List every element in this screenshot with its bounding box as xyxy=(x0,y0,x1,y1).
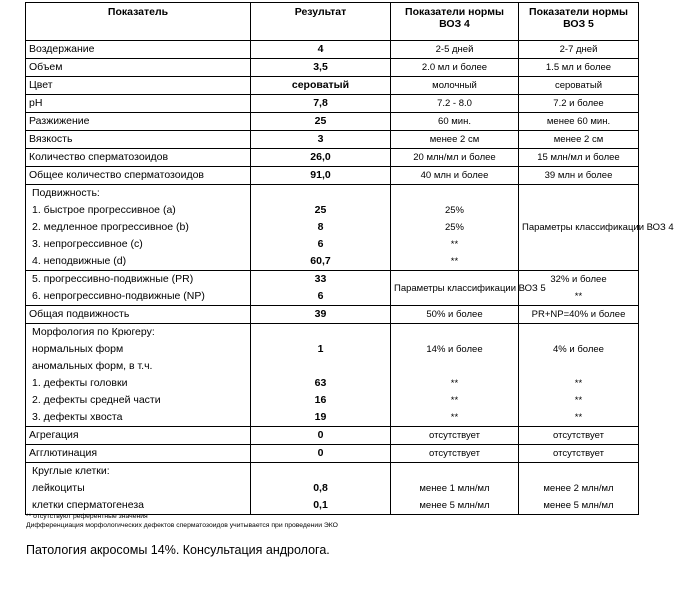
motility-who4-a: 25% xyxy=(444,205,464,216)
morphology-who5 xyxy=(519,324,639,427)
row-who4: отсутствует xyxy=(391,427,519,445)
motility-who4-b: 25% xyxy=(444,222,464,233)
round-cells-block xyxy=(26,463,639,515)
row-name: Вязкость xyxy=(26,131,251,149)
row-name: Объем xyxy=(26,59,251,77)
row-who5: менее 2 см xyxy=(519,131,639,149)
morphology-defect-mid-value: 16 xyxy=(314,394,327,406)
morphology-normal: нормальных форм xyxy=(32,343,124,355)
table-header-row xyxy=(26,3,639,41)
row-who4: молочный xyxy=(391,77,519,95)
motility-value-np: 6 xyxy=(317,290,324,302)
header-result: Результат xyxy=(251,3,391,41)
motility-values-2 xyxy=(251,271,391,306)
morphology-defect-tail: 3. дефекты хвоста xyxy=(32,411,123,423)
motility-block xyxy=(26,185,639,271)
round-cells-leukocytes: лейкоциты xyxy=(32,482,85,494)
motility-value-c: 6 xyxy=(317,238,324,250)
morphology-head-who5: ** xyxy=(574,378,583,389)
table-row xyxy=(26,306,639,324)
round-cells-spermatogenesis-who4: менее 5 млн/мл xyxy=(419,500,490,511)
motility-block-2 xyxy=(26,271,639,306)
conclusion-text: Патология акросомы 14%. Консультация андролога. xyxy=(26,543,330,557)
table-row xyxy=(26,77,639,95)
round-cells-title: Круглые клетки: xyxy=(32,465,110,477)
row-who5: 7.2 и более xyxy=(519,95,639,113)
motility-value-pr: 33 xyxy=(314,273,327,285)
motility-item-a: 1. быстрое прогрессивное (a) xyxy=(32,204,176,216)
table-row xyxy=(26,445,639,463)
round-cells-leukocytes-who4: менее 1 млн/мл xyxy=(419,483,490,494)
morphology-defect-head-value: 63 xyxy=(314,377,327,389)
morphology-values xyxy=(251,324,391,427)
row-value: 0 xyxy=(251,427,391,445)
table-row xyxy=(26,113,639,131)
row-name: Воздержание xyxy=(26,41,251,59)
row-who4: 7.2 - 8.0 xyxy=(391,95,519,113)
morphology-mid-who4: ** xyxy=(450,395,459,406)
header-who4: Показатели нормы ВОЗ 4 xyxy=(391,3,519,41)
row-value: 0 xyxy=(251,445,391,463)
motility-who4-c: ** xyxy=(450,239,459,250)
row-who5: 39 млн и более xyxy=(519,167,639,185)
row-who5: отсутствует xyxy=(519,427,639,445)
motility-item-d: 4. неподвижные (d) xyxy=(32,255,127,267)
row-who4: 50% и более xyxy=(391,306,519,324)
round-cells-values xyxy=(251,463,391,515)
morphology-defect-mid: 2. дефекты средней части xyxy=(32,394,161,406)
motility-who5-merged: Параметры классификации ВОЗ 4 xyxy=(519,185,639,271)
row-value: 7,8 xyxy=(251,95,391,113)
table-row xyxy=(26,149,639,167)
morphology-normal-who4: 14% и более xyxy=(426,344,483,355)
motility-value-a: 25 xyxy=(314,204,327,216)
morphology-head-who4: ** xyxy=(450,378,459,389)
row-value: 25 xyxy=(251,113,391,131)
motility-values xyxy=(251,185,391,271)
row-value: 3,5 xyxy=(251,59,391,77)
motility-item-b: 2. медленное прогрессивное (b) xyxy=(32,221,189,233)
row-who4: 2.0 мл и более xyxy=(391,59,519,77)
motility-item-np: 6. непрогрессивно-подвижные (NP) xyxy=(32,290,205,302)
morphology-tail-who4: ** xyxy=(450,412,459,423)
row-who5: 1.5 мл и более xyxy=(519,59,639,77)
footnote-morphology: Дифференциация морфологических дефектов сперматозоидов учитывается при проведении ЭКО xyxy=(26,522,338,529)
table-row xyxy=(26,427,639,445)
morphology-block xyxy=(26,324,639,427)
morphology-who4 xyxy=(391,324,519,427)
round-cells-who5 xyxy=(519,463,639,515)
header-who5: Показатели нормы ВОЗ 5 xyxy=(519,3,639,41)
row-who4: 60 мин. xyxy=(391,113,519,131)
row-who4: менее 2 см xyxy=(391,131,519,149)
header-indicator: Показатель xyxy=(26,3,251,41)
row-who5: 2-7 дней xyxy=(519,41,639,59)
motility-value-d: 60,7 xyxy=(310,255,331,267)
morphology-abnormal-title: аномальных форм, в т.ч. xyxy=(32,360,153,372)
morphology-normal-who5: 4% и более xyxy=(553,344,604,355)
table-row xyxy=(26,59,639,77)
row-name: pH xyxy=(26,95,251,113)
row-value: 3 xyxy=(251,131,391,149)
motility-names xyxy=(26,185,251,271)
row-name: Агрегация xyxy=(26,427,251,445)
motility-who4 xyxy=(391,185,519,271)
table-row xyxy=(26,95,639,113)
round-cells-spermatogenesis-who5: менее 5 млн/мл xyxy=(543,500,614,511)
row-value: сероватый xyxy=(251,77,391,95)
round-cells-leukocytes-who5: менее 2 млн/мл xyxy=(543,483,614,494)
row-who5: сероватый xyxy=(519,77,639,95)
row-value: 26,0 xyxy=(251,149,391,167)
semen-analysis-table xyxy=(25,2,674,515)
row-name: Разжижение xyxy=(26,113,251,131)
row-name: Общая подвижность xyxy=(26,306,251,324)
table-row xyxy=(26,41,639,59)
motility-who5-pr: 32% и более xyxy=(550,274,607,285)
row-who4: 40 млн и более xyxy=(391,167,519,185)
motility-item-pr: 5. прогрессивно-подвижные (PR) xyxy=(32,273,194,285)
round-cells-spermatogenesis: клетки сперматогенеза xyxy=(32,499,144,511)
morphology-normal-value: 1 xyxy=(317,343,324,355)
round-cells-leukocytes-value: 0,8 xyxy=(313,482,328,494)
round-cells-names xyxy=(26,463,251,515)
row-value: 4 xyxy=(251,41,391,59)
round-cells-spermatogenesis-value: 0,1 xyxy=(313,499,328,511)
row-who4: 2-5 дней xyxy=(391,41,519,59)
morphology-defect-head: 1. дефекты головки xyxy=(32,377,128,389)
row-value: 91,0 xyxy=(251,167,391,185)
footnote-no-reference: ** отсутствуют референтные значения xyxy=(26,513,148,520)
motility-who5-np: ** xyxy=(574,291,583,302)
morphology-defect-tail-value: 19 xyxy=(314,411,327,423)
row-name: Общее количество сперматозоидов xyxy=(26,167,251,185)
row-who5: 15 млн/мл и более xyxy=(519,149,639,167)
row-who5: отсутствует xyxy=(519,445,639,463)
motility-who4-merged: Параметры классификации ВОЗ 5 xyxy=(391,271,519,306)
motility-who4-d: ** xyxy=(450,256,459,267)
row-name: Количество сперматозоидов xyxy=(26,149,251,167)
table-row xyxy=(26,167,639,185)
morphology-tail-who5: ** xyxy=(574,412,583,423)
motility-title: Подвижность: xyxy=(32,187,100,199)
row-who5: менее 60 мин. xyxy=(519,113,639,131)
motility-item-c: 3. непрогрессивное (c) xyxy=(32,238,143,250)
motility-names-2 xyxy=(26,271,251,306)
row-who5: PR+NP=40% и более xyxy=(519,306,639,324)
motility-value-b: 8 xyxy=(317,221,324,233)
morphology-mid-who5: ** xyxy=(574,395,583,406)
round-cells-who4 xyxy=(391,463,519,515)
row-value: 39 xyxy=(251,306,391,324)
morphology-title: Морфология по Крюгеру: xyxy=(32,326,155,338)
table-row xyxy=(26,131,639,149)
row-who4: 20 млн/мл и более xyxy=(391,149,519,167)
row-name: Цвет xyxy=(26,77,251,95)
row-name: Агглютинация xyxy=(26,445,251,463)
morphology-names xyxy=(26,324,251,427)
row-who4: отсутствует xyxy=(391,445,519,463)
